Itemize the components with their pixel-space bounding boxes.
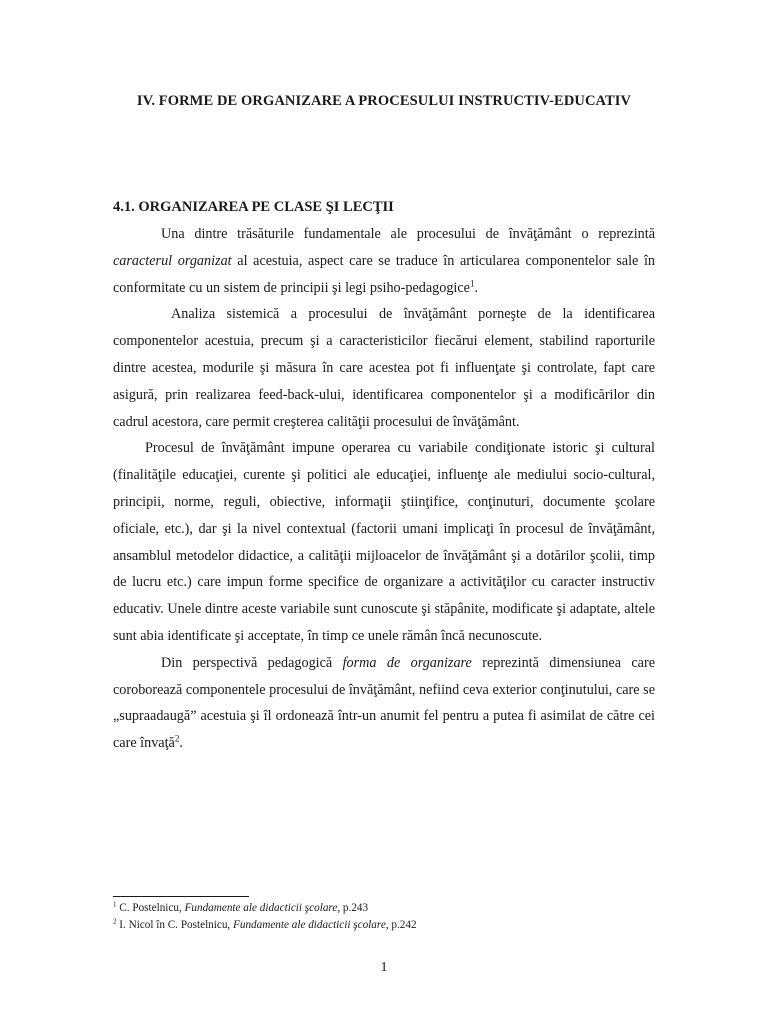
- footnote-2-author: I. Nicol în C. Postelnicu,: [116, 919, 234, 931]
- footnote-2-page: p.242: [388, 919, 417, 931]
- footnote-1-author: C. Postelnicu,: [116, 902, 185, 914]
- section-title: 4.1. ORGANIZAREA PE CLASE ŞI LECŢII: [113, 199, 394, 215]
- paragraph-2: Analiza sistemică a procesului de învăţământ porneşte de la identificarea componentelor acestuia, precum şi a caracteristicilor fiecărui element, stabilind raporturile dintre acestea, modurile şi măsura în care acestea pot fi influenţate şi controlate, fapt care asigură, prin realizarea feed-back-ului, identificarea componentelor şi a modificărilor din cadrul acestora, care permit creşterea calităţii procesului de învăţământ.: [113, 306, 655, 430]
- paragraph-1: [113, 221, 655, 301]
- footnote-2-number: 2: [113, 917, 117, 926]
- paragraph-1-end: .: [474, 279, 479, 296]
- paragraph-4: [113, 650, 655, 757]
- footnote-1-title: Fundamente ale didacticii şcolare,: [184, 902, 341, 914]
- footnote-1-number: 1: [113, 900, 117, 909]
- paragraph-1-text: Una dintre trăsăturile fundamentale ale procesului de învăţământ o reprezintă: [161, 226, 655, 242]
- footnote-separator: [113, 896, 249, 897]
- paragraph-4-text: Din perspectivă pedagogică: [161, 654, 343, 671]
- paragraph-3: Procesul de învăţământ impune operarea cu variabile condiţionate istoric şi cultural (finalităţile educaţiei, curente şi politici ale educaţiei, influenţe ale mediului socio-cultural, principii, norme, reguli, obiective, informaţii ştiinţifice, conţinuturi, documente şcolare oficiale, etc.), dar şi la nivel contextual (factorii umani implicaţi în procesul de învăţământ, ansamblul metodelor didactice, a calităţii mijloacelor de învăţământ şi a dotărilor şcolii, timp de lucru etc.) care impun forme specifice de organizare a activităţilor cu caracter instructiv educativ. Unele dintre aceste variabile sunt cunoscute şi stăpânite, modificate şi adaptate, altele sunt abia identificate şi acceptate, în timp ce unele rămân încă necunoscute.: [113, 440, 655, 644]
- footnote-1: [113, 900, 673, 917]
- chapter-title: IV. FORME DE ORGANIZARE A PROCESULUI INSTRUCTIV-EDUCATIV: [136, 93, 632, 109]
- footnote-1-page: p.243: [340, 902, 369, 914]
- footnote-2: [113, 917, 673, 934]
- paragraph-1-text-cont: al acestuia, aspect care se traduce în articularea componentelor sale în conformitate cu un sistem de principii şi legi psiho-pedagogice: [113, 252, 655, 296]
- paragraph-4-end: .: [179, 735, 183, 752]
- paragraph-1-emphasis: caracterul organizat: [113, 252, 232, 269]
- footnote-ref-2: 2: [174, 733, 180, 744]
- footnotes: [113, 900, 673, 934]
- body-text: [113, 221, 655, 757]
- footnote-2-title: Fundamente ale didacticii şcolare,: [233, 919, 389, 931]
- paragraph-4-text-cont: reprezintă dimensiunea care coroborează componentele procesului de învăţământ, nefiind ceva exterior conţinutului, care se „supraadaugă” acestuia şi îl ordonează într-un anumit fel pentru a putea fi asimilat de către cei care învaţă: [113, 654, 655, 752]
- footnote-ref-1: 1: [469, 277, 475, 288]
- page-number: 1: [380, 960, 388, 975]
- paragraph-4-emphasis: forma de organizare: [342, 654, 472, 671]
